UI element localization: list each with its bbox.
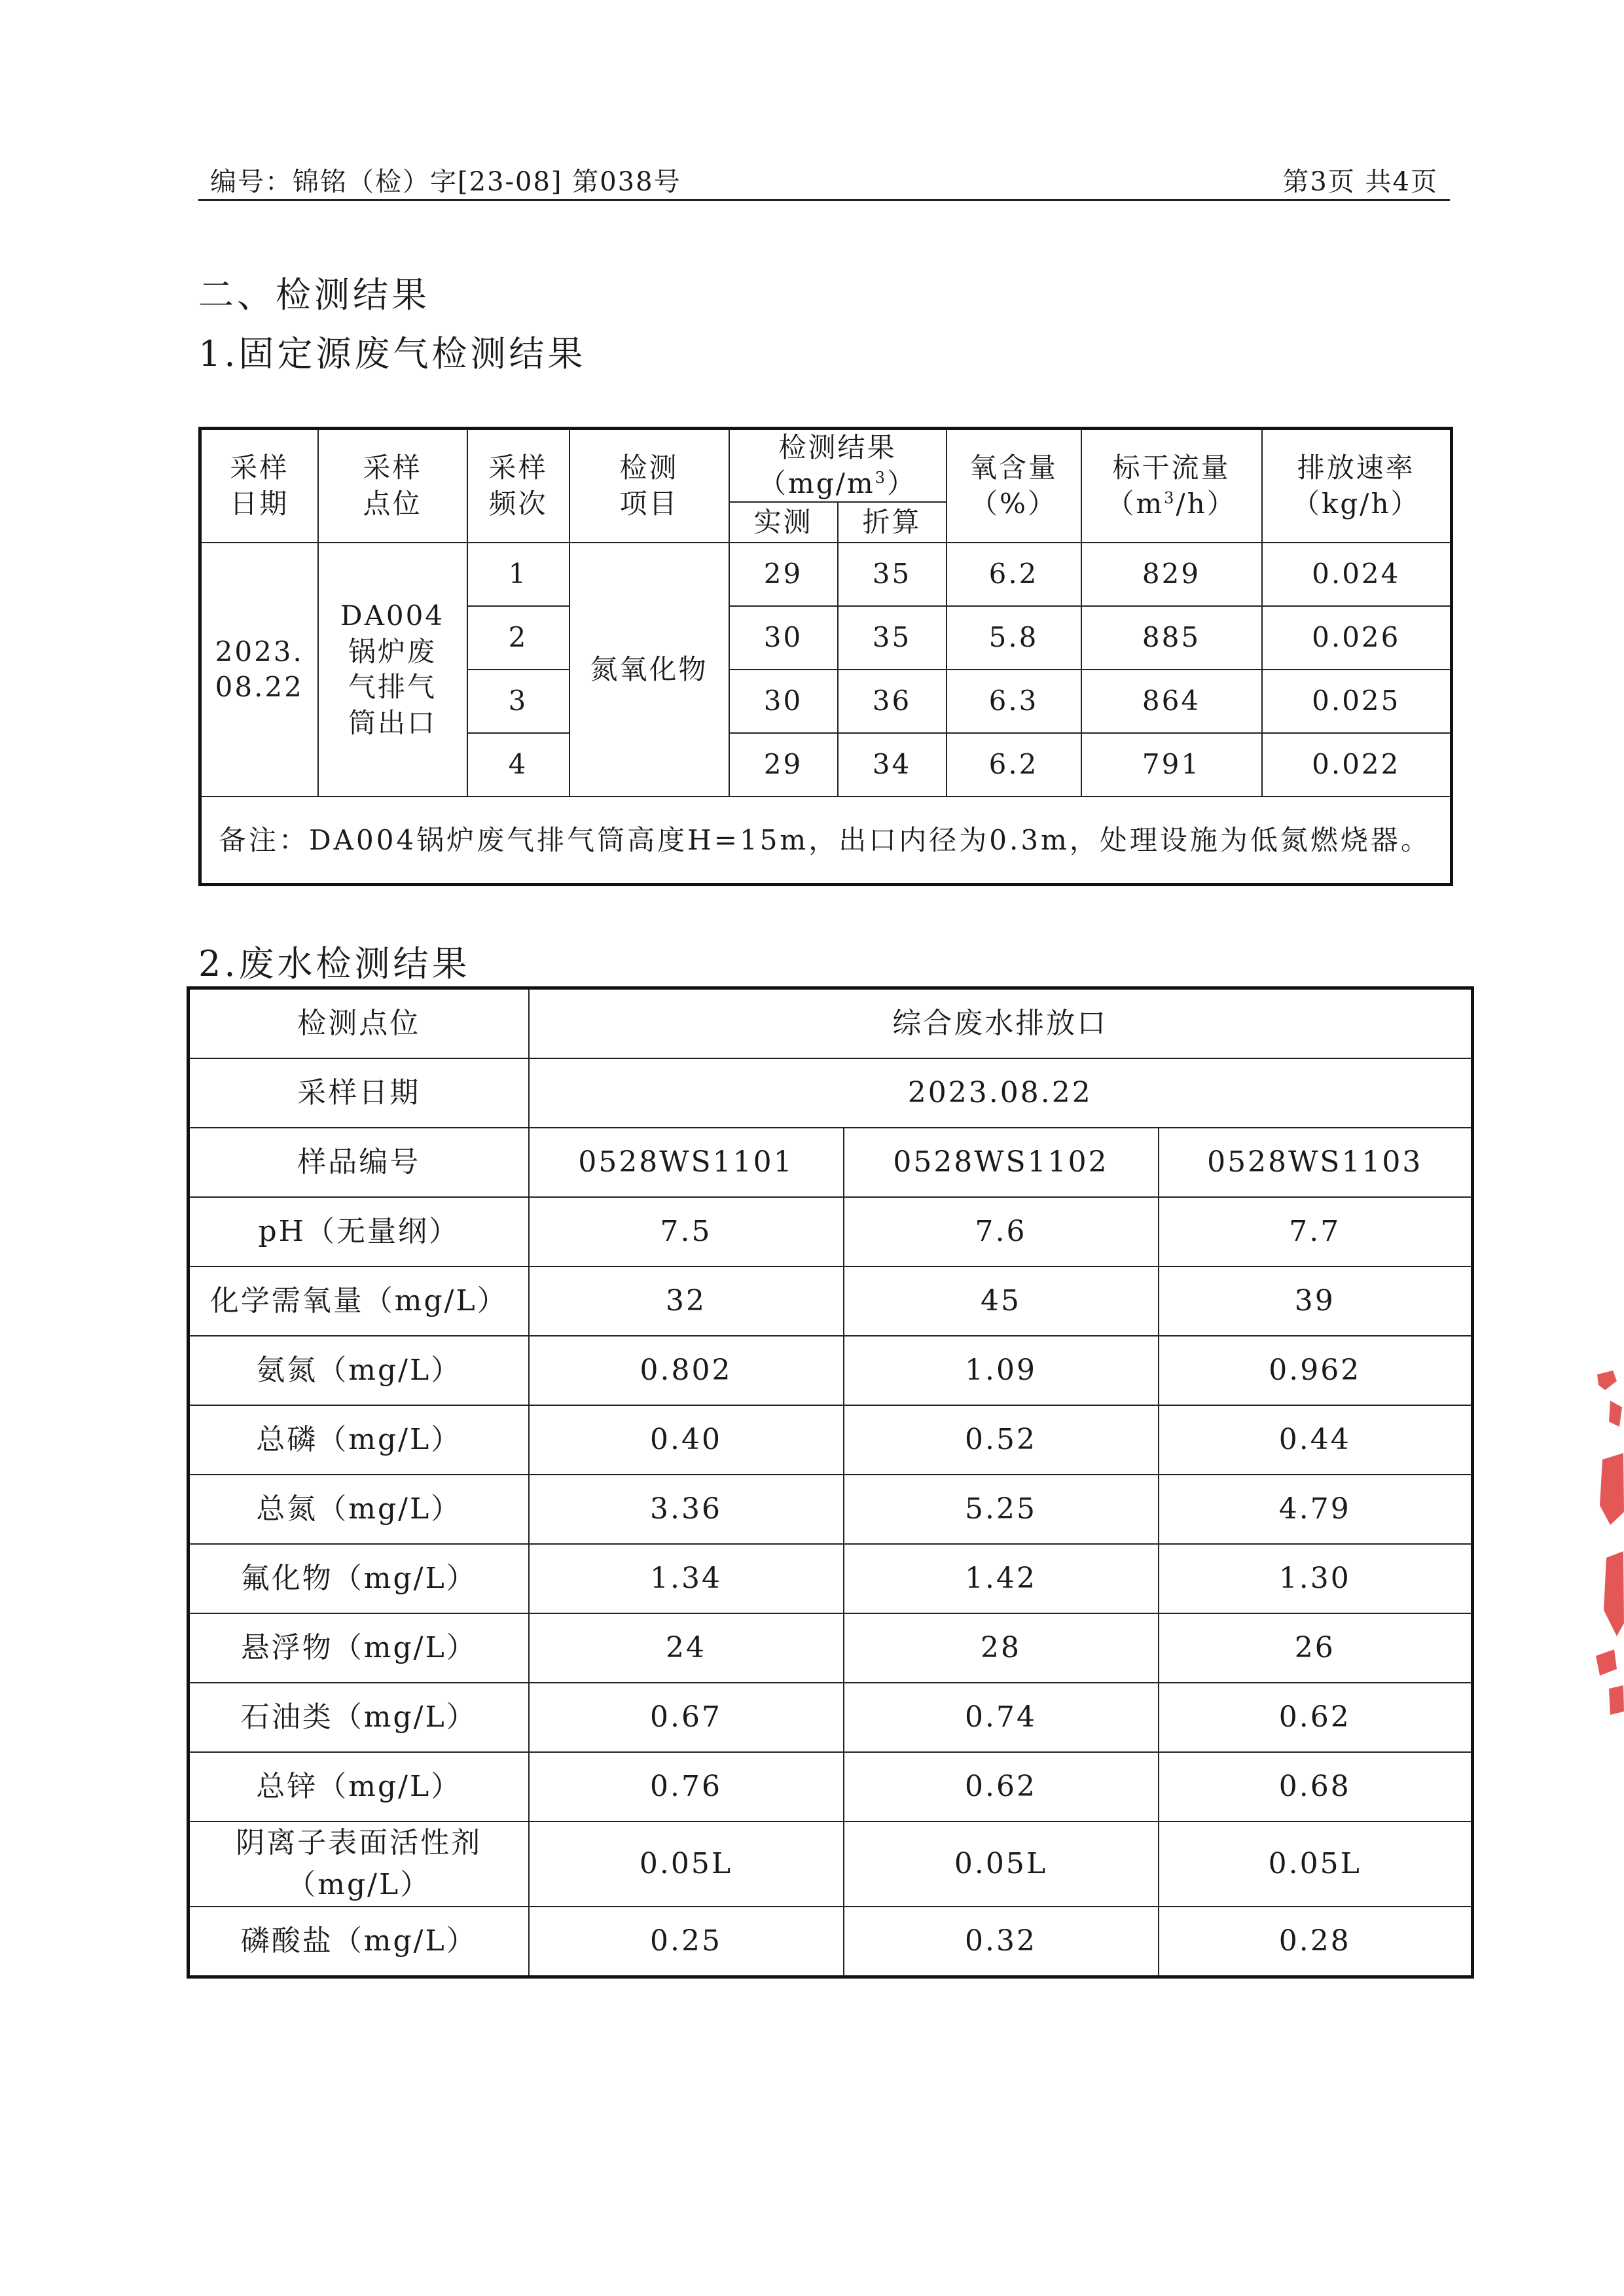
gas-measured: 30	[729, 670, 838, 733]
gas-rate: 0.022	[1262, 733, 1452, 797]
header-test-item: 检测 项目	[569, 429, 729, 543]
water-sample-id: 0528WS1103	[1159, 1128, 1473, 1197]
water-param-value: 0.52	[844, 1405, 1159, 1475]
gas-freq: 4	[467, 733, 569, 797]
water-param-value: 24	[529, 1613, 844, 1683]
gas-oxygen: 5.8	[947, 606, 1081, 670]
water-param-name: 总氮（mg/L）	[189, 1475, 529, 1544]
water-param-value: 39	[1159, 1266, 1473, 1336]
seal-stamp-fragment	[1591, 1361, 1624, 1715]
gas-flow: 791	[1081, 733, 1262, 797]
water-param-value: 0.05L	[844, 1821, 1159, 1907]
gas-results-table	[198, 427, 1453, 886]
gas-note: 备注：DA004锅炉废气排气筒高度H=15m，出口内径为0.3m，处理设施为低氮燃烧器。	[200, 797, 1452, 884]
water-param-value: 0.76	[529, 1752, 844, 1821]
section-title: 二、检测结果	[198, 274, 430, 315]
gas-rate: 0.026	[1262, 606, 1452, 670]
water-param-value: 0.32	[844, 1907, 1159, 1977]
page-info: 第3页 共4页	[1282, 167, 1438, 197]
gas-converted: 35	[838, 543, 947, 606]
water-param-value: 0.62	[1159, 1683, 1473, 1752]
gas-measured: 29	[729, 733, 838, 797]
header-result-label: 检测结果	[778, 431, 897, 463]
gas-oxygen: 6.3	[947, 670, 1081, 733]
water-param-name: 氨氮（mg/L）	[189, 1336, 529, 1405]
water-param-value: 4.79	[1159, 1475, 1473, 1544]
water-param-value: 28	[844, 1613, 1159, 1683]
water-param-value: 26	[1159, 1613, 1473, 1683]
water-param-value: 0.05L	[1159, 1821, 1473, 1907]
gas-flow: 829	[1081, 543, 1262, 606]
water-param-value: 5.25	[844, 1475, 1159, 1544]
gas-freq: 1	[467, 543, 569, 606]
gas-oxygen: 6.2	[947, 733, 1081, 797]
header-flow: 标干流量 $(m^3/h)$	[1081, 429, 1262, 543]
header-sample-date: 采样 日期	[200, 429, 318, 543]
water-param-name: 总磷（mg/L）	[189, 1405, 529, 1475]
gas-flow: 885	[1081, 606, 1262, 670]
water-param-value: 1.30	[1159, 1544, 1473, 1613]
water-param-value: 1.34	[529, 1544, 844, 1613]
water-param-name: 悬浮物（mg/L）	[189, 1613, 529, 1683]
water-sample-label: 样品编号	[189, 1128, 529, 1197]
gas-section-title: 1.固定源废气检测结果	[198, 333, 586, 374]
water-param-value: 0.74	[844, 1683, 1159, 1752]
header-result-unit: $(mg/m^3)$	[759, 467, 916, 499]
water-param-value: 1.09	[844, 1336, 1159, 1405]
water-results-table	[187, 986, 1474, 1979]
water-point-value: 综合废水排放口	[529, 988, 1473, 1059]
water-param-value: 7.6	[844, 1197, 1159, 1266]
water-section-title: 2.废水检测结果	[198, 943, 471, 984]
water-param-name: 磷酸盐（mg/L）	[189, 1907, 529, 1977]
header-oxygen: 氧含量 （%）	[947, 429, 1081, 543]
gas-sample-date: 2023. 08.22	[200, 543, 318, 797]
gas-sample-point: DA004 锅炉废 气排气 筒出口	[318, 543, 467, 797]
header-sample-point: 采样 点位	[318, 429, 467, 543]
water-param-name: 氟化物（mg/L）	[189, 1544, 529, 1613]
header-test-result	[729, 429, 947, 503]
water-param-value: 0.44	[1159, 1405, 1473, 1475]
water-param-value: 0.67	[529, 1683, 844, 1752]
water-param-value: 7.7	[1159, 1197, 1473, 1266]
gas-converted: 36	[838, 670, 947, 733]
water-param-value: 7.5	[529, 1197, 844, 1266]
page-header	[198, 157, 1450, 201]
water-param-name: 阴离子表面活性剂 （mg/L）	[189, 1821, 529, 1907]
water-date-label: 采样日期	[189, 1058, 529, 1128]
water-param-value: 45	[844, 1266, 1159, 1336]
water-sample-id: 0528WS1101	[529, 1128, 844, 1197]
gas-oxygen: 6.2	[947, 543, 1081, 606]
water-param-value: 0.68	[1159, 1752, 1473, 1821]
water-param-name: 石油类（mg/L）	[189, 1683, 529, 1752]
gas-measured: 29	[729, 543, 838, 606]
water-param-value: 0.25	[529, 1907, 844, 1977]
header-sample-freq: 采样 频次	[467, 429, 569, 543]
header-measured: 实测	[729, 502, 838, 543]
water-param-name: pH（无量纲）	[189, 1197, 529, 1266]
water-param-value: 0.28	[1159, 1907, 1473, 1977]
gas-converted: 34	[838, 733, 947, 797]
header-converted: 折算	[838, 502, 947, 543]
water-param-value: 0.05L	[529, 1821, 844, 1907]
water-date-value: 2023.08.22	[529, 1058, 1473, 1128]
water-param-value: 32	[529, 1266, 844, 1336]
water-sample-id: 0528WS1102	[844, 1128, 1159, 1197]
gas-measured: 30	[729, 606, 838, 670]
doc-number: 编号：锦铭（检）字[23-08] 第038号	[210, 167, 681, 197]
water-param-value: 0.962	[1159, 1336, 1473, 1405]
gas-test-item: 氮氧化物	[569, 543, 729, 797]
gas-freq: 2	[467, 606, 569, 670]
water-param-name: 总锌（mg/L）	[189, 1752, 529, 1821]
water-param-value: 1.42	[844, 1544, 1159, 1613]
water-point-label: 检测点位	[189, 988, 529, 1059]
water-param-value: 0.802	[529, 1336, 844, 1405]
gas-converted: 35	[838, 606, 947, 670]
gas-rate: 0.025	[1262, 670, 1452, 733]
water-param-value: 0.62	[844, 1752, 1159, 1821]
water-param-name: 化学需氧量（mg/L）	[189, 1266, 529, 1336]
water-param-value: 0.40	[529, 1405, 844, 1475]
header-emission-rate: 排放速率 （kg/h）	[1262, 429, 1452, 543]
gas-freq: 3	[467, 670, 569, 733]
water-param-value: 3.36	[529, 1475, 844, 1544]
gas-flow: 864	[1081, 670, 1262, 733]
gas-rate: 0.024	[1262, 543, 1452, 606]
